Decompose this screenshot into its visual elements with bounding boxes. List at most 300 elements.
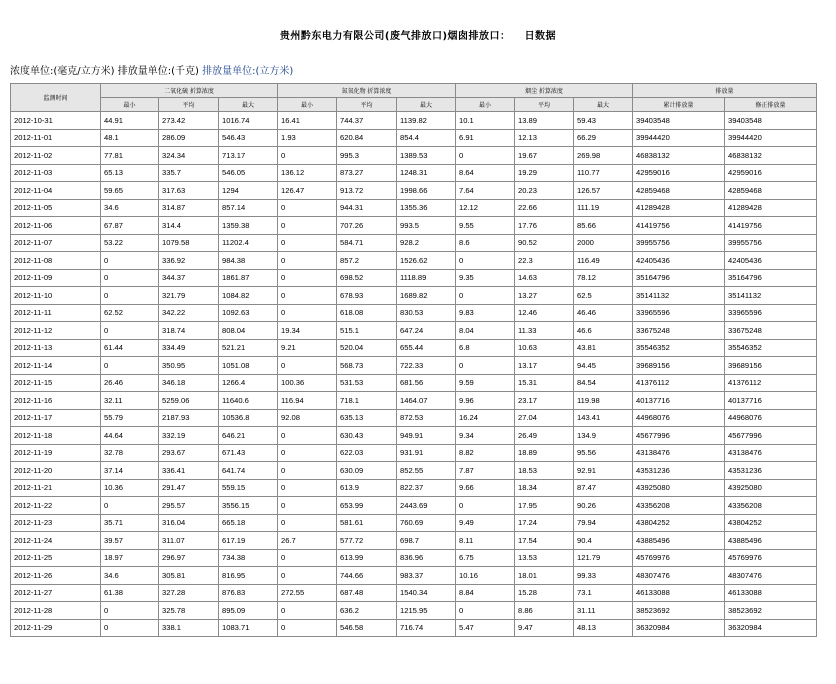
value-cell: 43531236 — [633, 462, 725, 480]
value-cell: 10536.8 — [219, 409, 278, 427]
value-cell: 2443.69 — [397, 497, 456, 515]
date-cell: 2012-11-14 — [11, 357, 101, 375]
value-cell: 31.11 — [574, 602, 633, 620]
value-cell: 8.64 — [456, 164, 515, 182]
value-cell: 617.19 — [219, 532, 278, 550]
value-cell: 316.04 — [159, 514, 219, 532]
value-cell: 11.33 — [515, 322, 574, 340]
value-cell: 26.7 — [278, 532, 337, 550]
table-row — [11, 602, 817, 620]
value-cell: 61.38 — [101, 584, 159, 602]
date-cell: 2012-11-06 — [11, 217, 101, 235]
value-cell: 62.5 — [574, 287, 633, 305]
table-row — [11, 514, 817, 532]
value-cell: 2187.93 — [159, 409, 219, 427]
value-cell: 46838132 — [725, 147, 817, 165]
value-cell: 10.36 — [101, 479, 159, 497]
value-cell: 9.59 — [456, 374, 515, 392]
value-cell: 0 — [456, 357, 515, 375]
date-cell: 2012-11-10 — [11, 287, 101, 305]
table-row — [11, 497, 817, 515]
value-cell: 722.33 — [397, 357, 456, 375]
value-cell: 1389.53 — [397, 147, 456, 165]
value-cell: 48.13 — [574, 619, 633, 637]
value-cell: 0 — [278, 269, 337, 287]
value-cell: 136.12 — [278, 164, 337, 182]
value-cell: 116.49 — [574, 252, 633, 270]
value-cell: 0 — [456, 602, 515, 620]
table-row — [11, 234, 817, 252]
value-cell: 53.22 — [101, 234, 159, 252]
value-cell: 119.98 — [574, 392, 633, 410]
value-cell: 35546352 — [633, 339, 725, 357]
value-cell: 1051.08 — [219, 357, 278, 375]
table-row — [11, 199, 817, 217]
group-header-so2: 二氧化硫 折算浓度 — [101, 84, 278, 98]
value-cell: 59.65 — [101, 182, 159, 200]
value-cell: 949.91 — [397, 427, 456, 445]
value-cell: 46133088 — [725, 584, 817, 602]
table-header — [11, 84, 817, 112]
value-cell: 613.99 — [337, 549, 397, 567]
value-cell: 126.47 — [278, 182, 337, 200]
value-cell: 13.27 — [515, 287, 574, 305]
value-cell: 671.43 — [219, 444, 278, 462]
value-cell: 1689.82 — [397, 287, 456, 305]
value-cell: 10.16 — [456, 567, 515, 585]
value-cell: 46133088 — [633, 584, 725, 602]
value-cell: 18.53 — [515, 462, 574, 480]
date-cell: 2012-11-26 — [11, 567, 101, 585]
date-cell: 2012-11-17 — [11, 409, 101, 427]
table-row — [11, 619, 817, 637]
value-cell: 19.67 — [515, 147, 574, 165]
value-cell: 876.83 — [219, 584, 278, 602]
concentration-unit: 浓度单位:(毫克/立方米) — [10, 66, 115, 77]
value-cell: 10.63 — [515, 339, 574, 357]
volume-unit: 排放量单位:(立方米) — [202, 66, 294, 77]
value-cell: 836.96 — [397, 549, 456, 567]
value-cell: 8.11 — [456, 532, 515, 550]
value-cell: 116.94 — [278, 392, 337, 410]
value-cell: 546.05 — [219, 164, 278, 182]
value-cell: 0 — [278, 619, 337, 637]
value-cell: 336.41 — [159, 462, 219, 480]
table-row — [11, 304, 817, 322]
value-cell: 43885496 — [633, 532, 725, 550]
value-cell: 37.14 — [101, 462, 159, 480]
value-cell: 520.04 — [337, 339, 397, 357]
value-cell: 324.34 — [159, 147, 219, 165]
value-cell: 1083.71 — [219, 619, 278, 637]
value-cell: 48307476 — [725, 567, 817, 585]
value-cell: 2000 — [574, 234, 633, 252]
value-cell: 41419756 — [633, 217, 725, 235]
table-row — [11, 392, 817, 410]
value-cell: 0 — [101, 497, 159, 515]
value-cell: 1215.95 — [397, 602, 456, 620]
value-cell: 34.6 — [101, 567, 159, 585]
value-cell: 613.9 — [337, 479, 397, 497]
value-cell: 62.52 — [101, 304, 159, 322]
value-cell: 43356208 — [633, 497, 725, 515]
value-cell: 646.21 — [219, 427, 278, 445]
value-cell: 734.38 — [219, 549, 278, 567]
table-row — [11, 532, 817, 550]
value-cell: 38523692 — [725, 602, 817, 620]
value-cell: 1355.36 — [397, 199, 456, 217]
date-cell: 2012-11-12 — [11, 322, 101, 340]
value-cell: 41289428 — [633, 199, 725, 217]
value-cell: 873.27 — [337, 164, 397, 182]
value-cell: 36320984 — [725, 619, 817, 637]
value-cell: 0 — [278, 567, 337, 585]
value-cell: 0 — [456, 252, 515, 270]
value-cell: 11640.6 — [219, 392, 278, 410]
date-cell: 2012-11-25 — [11, 549, 101, 567]
value-cell: 707.26 — [337, 217, 397, 235]
date-cell: 2012-11-09 — [11, 269, 101, 287]
value-cell: 43.81 — [574, 339, 633, 357]
date-cell: 2012-11-03 — [11, 164, 101, 182]
value-cell: 32.11 — [101, 392, 159, 410]
value-cell: 0 — [278, 287, 337, 305]
value-cell: 0 — [278, 234, 337, 252]
date-cell: 2012-11-27 — [11, 584, 101, 602]
value-cell: 11202.4 — [219, 234, 278, 252]
value-cell: 822.37 — [397, 479, 456, 497]
value-cell: 993.5 — [397, 217, 456, 235]
value-cell: 6.91 — [456, 129, 515, 147]
value-cell: 0 — [101, 602, 159, 620]
value-cell: 0 — [101, 252, 159, 270]
value-cell: 0 — [278, 514, 337, 532]
emission-unit: 排放量单位:(千克) — [117, 66, 199, 77]
value-cell: 681.56 — [397, 374, 456, 392]
value-cell: 9.34 — [456, 427, 515, 445]
value-cell: 1294 — [219, 182, 278, 200]
table-row — [11, 182, 817, 200]
value-cell: 0 — [456, 147, 515, 165]
value-cell: 111.19 — [574, 199, 633, 217]
value-cell: 1359.38 — [219, 217, 278, 235]
value-cell: 872.53 — [397, 409, 456, 427]
group-header-dust: 烟尘 折算浓度 — [456, 84, 633, 98]
value-cell: 641.74 — [219, 462, 278, 480]
value-cell: 291.47 — [159, 479, 219, 497]
value-cell: 6.75 — [456, 549, 515, 567]
value-cell: 18.34 — [515, 479, 574, 497]
value-cell: 38523692 — [633, 602, 725, 620]
value-cell: 346.18 — [159, 374, 219, 392]
date-cell: 2012-11-21 — [11, 479, 101, 497]
value-cell: 3556.15 — [219, 497, 278, 515]
value-cell: 0 — [278, 479, 337, 497]
value-cell: 36320984 — [633, 619, 725, 637]
value-cell: 744.66 — [337, 567, 397, 585]
date-cell: 2012-11-19 — [11, 444, 101, 462]
value-cell: 39944420 — [725, 129, 817, 147]
value-cell: 8.84 — [456, 584, 515, 602]
value-cell: 913.72 — [337, 182, 397, 200]
value-cell: 321.79 — [159, 287, 219, 305]
value-cell: 41419756 — [725, 217, 817, 235]
value-cell: 568.73 — [337, 357, 397, 375]
value-cell: 293.67 — [159, 444, 219, 462]
value-cell: 8.82 — [456, 444, 515, 462]
value-cell: 33675248 — [725, 322, 817, 340]
value-cell: 895.09 — [219, 602, 278, 620]
value-cell: 1084.82 — [219, 287, 278, 305]
value-cell: 0 — [278, 602, 337, 620]
value-cell: 126.57 — [574, 182, 633, 200]
value-cell: 1248.31 — [397, 164, 456, 182]
value-cell: 577.72 — [337, 532, 397, 550]
value-cell: 0 — [278, 304, 337, 322]
value-cell: 1266.4 — [219, 374, 278, 392]
value-cell: 1861.87 — [219, 269, 278, 287]
value-cell: 857.14 — [219, 199, 278, 217]
date-cell: 2012-11-29 — [11, 619, 101, 637]
units-line — [10, 62, 293, 77]
value-cell: 311.07 — [159, 532, 219, 550]
value-cell: 622.03 — [337, 444, 397, 462]
value-cell: 39944420 — [633, 129, 725, 147]
sub-header: 累计排放量 — [633, 98, 725, 112]
value-cell: 546.43 — [219, 129, 278, 147]
value-cell: 43356208 — [725, 497, 817, 515]
value-cell: 42959016 — [725, 164, 817, 182]
value-cell: 0 — [101, 322, 159, 340]
value-cell: 630.09 — [337, 462, 397, 480]
value-cell: 269.98 — [574, 147, 633, 165]
table-row — [11, 427, 817, 445]
value-cell: 43925080 — [633, 479, 725, 497]
value-cell: 698.7 — [397, 532, 456, 550]
value-cell: 931.91 — [397, 444, 456, 462]
sub-header: 最大 — [397, 98, 456, 112]
group-header-emission: 排放量 — [633, 84, 817, 98]
value-cell: 635.13 — [337, 409, 397, 427]
value-cell: 48307476 — [633, 567, 725, 585]
value-cell: 46.6 — [574, 322, 633, 340]
date-cell: 2012-11-07 — [11, 234, 101, 252]
value-cell: 581.61 — [337, 514, 397, 532]
value-cell: 13.53 — [515, 549, 574, 567]
value-cell: 40137716 — [633, 392, 725, 410]
value-cell: 17.54 — [515, 532, 574, 550]
value-cell: 816.95 — [219, 567, 278, 585]
value-cell: 296.97 — [159, 549, 219, 567]
value-cell: 134.9 — [574, 427, 633, 445]
value-cell: 35546352 — [725, 339, 817, 357]
sub-header: 平均 — [337, 98, 397, 112]
value-cell: 272.55 — [278, 584, 337, 602]
value-cell: 559.15 — [219, 479, 278, 497]
value-cell: 39.57 — [101, 532, 159, 550]
value-cell: 0 — [101, 269, 159, 287]
value-cell: 79.94 — [574, 514, 633, 532]
value-cell: 0 — [278, 147, 337, 165]
value-cell: 1526.62 — [397, 252, 456, 270]
value-cell: 42405436 — [633, 252, 725, 270]
value-cell: 620.84 — [337, 129, 397, 147]
sub-header: 最小 — [456, 98, 515, 112]
value-cell: 854.4 — [397, 129, 456, 147]
value-cell: 18.01 — [515, 567, 574, 585]
value-cell: 42959016 — [633, 164, 725, 182]
value-cell: 317.63 — [159, 182, 219, 200]
table-row — [11, 164, 817, 182]
value-cell: 45677996 — [725, 427, 817, 445]
value-cell: 0 — [278, 549, 337, 567]
value-cell: 42859468 — [725, 182, 817, 200]
table-row — [11, 584, 817, 602]
value-cell: 22.3 — [515, 252, 574, 270]
value-cell: 44.91 — [101, 112, 159, 130]
value-cell: 7.87 — [456, 462, 515, 480]
value-cell: 18.89 — [515, 444, 574, 462]
value-cell: 12.13 — [515, 129, 574, 147]
table-row — [11, 269, 817, 287]
value-cell: 15.31 — [515, 374, 574, 392]
value-cell: 40137716 — [725, 392, 817, 410]
value-cell: 18.97 — [101, 549, 159, 567]
value-cell: 0 — [456, 287, 515, 305]
date-cell: 2012-11-24 — [11, 532, 101, 550]
value-cell: 67.87 — [101, 217, 159, 235]
value-cell: 0 — [278, 462, 337, 480]
value-cell: 23.17 — [515, 392, 574, 410]
table-row — [11, 287, 817, 305]
value-cell: 78.12 — [574, 269, 633, 287]
value-cell: 41376112 — [725, 374, 817, 392]
value-cell: 852.55 — [397, 462, 456, 480]
value-cell: 744.37 — [337, 112, 397, 130]
value-cell: 39955756 — [633, 234, 725, 252]
value-cell: 1998.66 — [397, 182, 456, 200]
value-cell: 944.31 — [337, 199, 397, 217]
value-cell: 584.71 — [337, 234, 397, 252]
value-cell: 0 — [278, 357, 337, 375]
value-cell: 39689156 — [725, 357, 817, 375]
date-cell: 2012-11-01 — [11, 129, 101, 147]
value-cell: 15.28 — [515, 584, 574, 602]
date-column-header: 监测时间 — [11, 84, 101, 112]
value-cell: 687.48 — [337, 584, 397, 602]
value-cell: 0 — [101, 357, 159, 375]
value-cell: 35141132 — [633, 287, 725, 305]
value-cell: 546.58 — [337, 619, 397, 637]
value-cell: 9.83 — [456, 304, 515, 322]
value-cell: 647.24 — [397, 322, 456, 340]
value-cell: 44.64 — [101, 427, 159, 445]
value-cell: 344.37 — [159, 269, 219, 287]
value-cell: 43138476 — [633, 444, 725, 462]
table-row — [11, 129, 817, 147]
value-cell: 90.4 — [574, 532, 633, 550]
value-cell: 110.77 — [574, 164, 633, 182]
value-cell: 332.19 — [159, 427, 219, 445]
value-cell: 35164796 — [633, 269, 725, 287]
value-cell: 760.69 — [397, 514, 456, 532]
value-cell: 350.95 — [159, 357, 219, 375]
value-cell: 33675248 — [633, 322, 725, 340]
date-cell: 2012-11-28 — [11, 602, 101, 620]
value-cell: 35.71 — [101, 514, 159, 532]
value-cell: 87.47 — [574, 479, 633, 497]
value-cell: 61.44 — [101, 339, 159, 357]
value-cell: 9.35 — [456, 269, 515, 287]
sub-header: 最大 — [219, 98, 278, 112]
value-cell: 0 — [278, 199, 337, 217]
date-cell: 2012-11-16 — [11, 392, 101, 410]
value-cell: 0 — [278, 444, 337, 462]
value-cell: 698.52 — [337, 269, 397, 287]
value-cell: 5259.06 — [159, 392, 219, 410]
value-cell: 13.17 — [515, 357, 574, 375]
value-cell: 42859468 — [633, 182, 725, 200]
value-cell: 0 — [456, 497, 515, 515]
value-cell: 1.93 — [278, 129, 337, 147]
value-cell: 33965596 — [633, 304, 725, 322]
date-cell: 2012-11-18 — [11, 427, 101, 445]
table-body — [11, 112, 817, 637]
table-row — [11, 112, 817, 130]
value-cell: 43925080 — [725, 479, 817, 497]
table-row — [11, 462, 817, 480]
value-cell: 43138476 — [725, 444, 817, 462]
value-cell: 718.1 — [337, 392, 397, 410]
table-row — [11, 549, 817, 567]
value-cell: 19.29 — [515, 164, 574, 182]
sub-header: 平均 — [159, 98, 219, 112]
date-cell: 2012-10-31 — [11, 112, 101, 130]
value-cell: 46.46 — [574, 304, 633, 322]
value-cell: 336.92 — [159, 252, 219, 270]
table-row — [11, 567, 817, 585]
value-cell: 8.86 — [515, 602, 574, 620]
value-cell: 655.44 — [397, 339, 456, 357]
value-cell: 43804252 — [633, 514, 725, 532]
value-cell: 43885496 — [725, 532, 817, 550]
value-cell: 95.56 — [574, 444, 633, 462]
date-cell: 2012-11-04 — [11, 182, 101, 200]
value-cell: 636.2 — [337, 602, 397, 620]
value-cell: 35164796 — [725, 269, 817, 287]
date-cell: 2012-11-15 — [11, 374, 101, 392]
value-cell: 273.42 — [159, 112, 219, 130]
value-cell: 630.43 — [337, 427, 397, 445]
value-cell: 33965596 — [725, 304, 817, 322]
table-row — [11, 322, 817, 340]
value-cell: 857.2 — [337, 252, 397, 270]
value-cell: 531.53 — [337, 374, 397, 392]
value-cell: 618.08 — [337, 304, 397, 322]
value-cell: 325.78 — [159, 602, 219, 620]
value-cell: 20.23 — [515, 182, 574, 200]
value-cell: 713.17 — [219, 147, 278, 165]
table-row — [11, 252, 817, 270]
value-cell: 45677996 — [633, 427, 725, 445]
value-cell: 0 — [101, 287, 159, 305]
value-cell: 286.09 — [159, 129, 219, 147]
value-cell: 17.76 — [515, 217, 574, 235]
value-cell: 90.52 — [515, 234, 574, 252]
value-cell: 45769976 — [725, 549, 817, 567]
value-cell: 318.74 — [159, 322, 219, 340]
sub-header: 最小 — [101, 98, 159, 112]
